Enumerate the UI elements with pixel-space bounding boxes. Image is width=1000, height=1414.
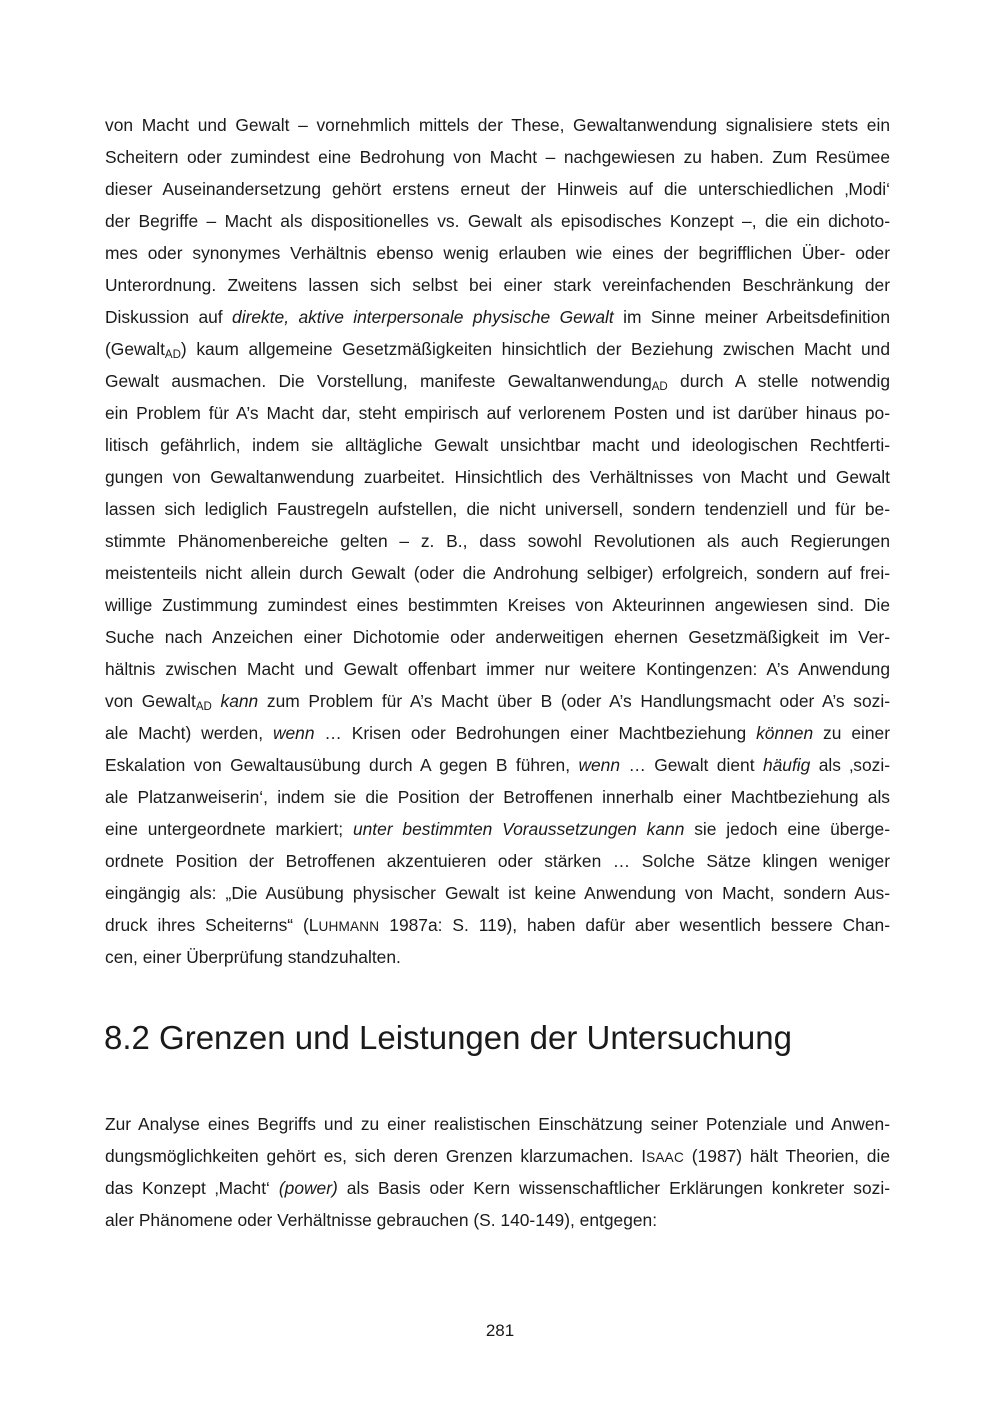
text-line: mes oder synonymes Verhältnis ebenso wenig erlauben wie eines der begrifflichen Über- oder xyxy=(105,243,890,263)
text-run: 1987a: S. 119), haben dafür aber wesentlich bessere Chan- xyxy=(379,915,890,935)
emphasis-text: häufig xyxy=(762,755,811,775)
text-run: im Sinne meiner Arbeitsdefinition xyxy=(613,307,891,327)
text-line xyxy=(105,1145,890,1169)
text-line: eingängig als: „Die Ausübung physischer Gewalt ist keine Anwendung von Macht, sondern Aus- xyxy=(105,883,890,903)
text-run: (1987) hält Theorien, die xyxy=(683,1146,891,1166)
text-run xyxy=(212,691,221,711)
emphasis-text: wenn xyxy=(578,755,621,775)
text-line xyxy=(105,818,890,840)
text-run: dungsmöglichkeiten gehört es, sich deren Grenzen klarzumachen. I xyxy=(105,1146,647,1166)
text-run: ale Macht) werden, xyxy=(105,723,273,743)
text-line: stimmte Phänomenbereiche gelten – z. B., dass sowohl Revolutionen als auch Regierungen xyxy=(105,531,890,551)
text-line: litisch gefährlich, indem sie alltägliche Gewalt unsichtbar macht und ideologischen Rechtferti- xyxy=(105,435,890,455)
subscript: AD xyxy=(164,349,181,361)
text-line xyxy=(105,306,890,328)
emphasis-text: direkte, aktive interpersonale physische Gewalt xyxy=(232,307,614,327)
text-run: … Krisen oder Bedrohungen einer Machtbeziehung xyxy=(314,723,757,743)
text-run: Diskussion auf xyxy=(105,307,233,327)
text-run: druck ihres Scheiterns“ (L xyxy=(105,915,319,935)
page-number: 281 xyxy=(485,1321,515,1340)
section-heading: 8.2 Grenzen und Leistungen der Untersuchung xyxy=(104,1019,792,1056)
text-line xyxy=(105,338,890,366)
emphasis-text: (power) xyxy=(278,1178,338,1198)
text-line: ein Problem für A’s Macht dar, steht empirisch auf verlorenem Posten und ist darüber hinaus po- xyxy=(105,403,890,423)
text-run: als ‚sozi- xyxy=(810,755,890,775)
text-run: als Basis oder Kern wissenschaftlicher Erklärungen konkreter sozi- xyxy=(337,1178,890,1198)
text-run: Eskalation von Gewaltausübung durch A gegen B führen, xyxy=(105,755,579,775)
text-line: cen, einer Überprüfung standzuhalten. xyxy=(105,947,401,967)
text-run: … Gewalt dient xyxy=(620,755,763,775)
text-run: zu einer xyxy=(813,723,891,743)
text-line xyxy=(105,690,890,718)
text-line: lassen sich lediglich Faustregeln aufstellen, die nicht universell, sondern tendenziell und für be- xyxy=(105,499,890,519)
text-run: durch A stelle notwendig xyxy=(667,371,890,391)
text-line: willige Zustimmung zumindest eines bestimmten Kreises von Akteurinnen angewiesen sind. Die xyxy=(105,595,890,615)
text-run: Gewalt ausmachen. Die Vorstellung, manifeste Gewaltanwendung xyxy=(105,371,652,391)
text-line: Scheitern oder zumindest eine Bedrohung von Macht – nachgewiesen zu haben. Zum Resümee xyxy=(105,147,890,167)
text-line: ordnete Position der Betroffenen akzentuieren oder stärken … Solche Sätze klingen weniger xyxy=(105,851,890,871)
emphasis-text: unter bestimmten Voraussetzungen kann xyxy=(352,819,685,839)
subscript: AD xyxy=(651,381,668,393)
text-line xyxy=(105,1177,890,1199)
text-line: hältnis zwischen Macht und Gewalt offenbart immer nur weitere Kontingenzen: A’s Anwendung xyxy=(105,659,890,679)
text-run: ) kaum allgemeine Gesetzmäßigkeiten hinsichtlich der Beziehung zwischen Macht und xyxy=(180,339,890,359)
text-line: meistenteils nicht allein durch Gewalt (oder die Androhung selbiger) erfolgreich, sondern auf frei- xyxy=(105,563,890,583)
text-line: aler Phänomene oder Verhältnisse gebrauchen (S. 140-149), entgegen: xyxy=(105,1210,658,1230)
text-run: sie jedoch eine überge- xyxy=(684,819,891,839)
text-run: (Gewalt xyxy=(105,339,165,359)
text-line: Suche nach Anzeichen einer Dichotomie oder anderweitigen ehernen Gesetzmäßigkeit im Ver- xyxy=(105,627,890,647)
text-line: ale Platzanweiserin‘, indem sie die Position der Betroffenen innerhalb einer Machtbeziehung als xyxy=(105,787,890,807)
emphasis-text: kann xyxy=(220,691,259,711)
text-run: das Konzept ‚Macht‘ xyxy=(105,1178,279,1198)
text-line xyxy=(105,754,890,776)
text-line xyxy=(105,370,890,398)
text-line: gungen von Gewaltanwendung zuarbeitet. Hinsichtlich des Verhältnisses von Macht und Gewalt xyxy=(105,467,890,487)
text-line: dieser Auseinandersetzung gehört erstens erneut der Hinweis auf die unterschiedlichen ‚Modi‘ xyxy=(105,179,890,199)
text-line: Unterordnung. Zweitens lassen sich selbst bei einer stark vereinfachenden Beschränkung der xyxy=(105,275,890,295)
text-run: zum Problem für A’s Macht über B (oder A’s Handlungsmacht oder A’s sozi- xyxy=(258,691,890,711)
text-line: der Begriffe – Macht als dispositionelles vs. Gewalt als episodisches Konzept –, die ein dichoto- xyxy=(105,211,890,231)
text-line: Zur Analyse eines Begriffs und zu einer realistischen Einschätzung seiner Potenziale und Anwen- xyxy=(105,1114,890,1134)
small-caps-author: UHMANN xyxy=(318,919,380,934)
small-caps-author: SAAC xyxy=(646,1150,684,1165)
text-run: eine untergeordnete markiert; xyxy=(105,819,353,839)
text-line: von Macht und Gewalt – vornehmlich mittels der These, Gewaltanwendung signalisiere stets ein xyxy=(105,115,890,135)
text-line xyxy=(105,722,890,744)
subscript: AD xyxy=(195,701,212,713)
text-line xyxy=(105,914,890,938)
text-run: von Gewalt xyxy=(105,691,196,711)
emphasis-text: wenn xyxy=(272,723,315,743)
emphasis-text: können xyxy=(756,723,814,743)
